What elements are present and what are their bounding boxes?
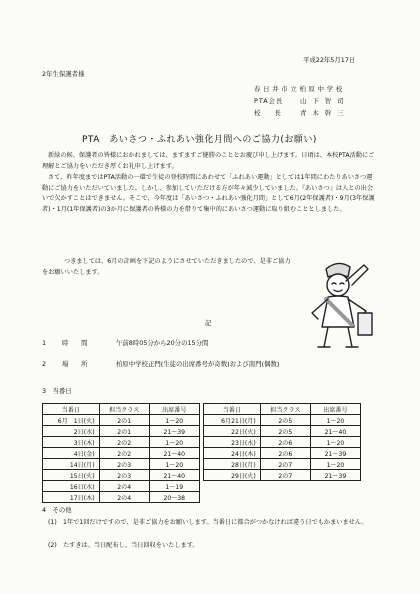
- item-2-label: 場 所: [62, 360, 88, 368]
- item-1-label: 時 間: [62, 339, 88, 347]
- schedule-table: [42, 403, 361, 503]
- duty-class: 2の6: [260, 437, 310, 448]
- duty-numbers: 1～19: [149, 481, 199, 492]
- duty-class: 2の3: [99, 470, 149, 481]
- duty-class: 2の7: [260, 470, 310, 481]
- table-row: [43, 426, 361, 437]
- duty-class: 2の2: [99, 448, 149, 459]
- col-header: 出席番号: [149, 404, 199, 415]
- duty-numbers: 20～38: [149, 492, 199, 503]
- ki-label: 記: [205, 319, 212, 327]
- duty-numbers: 21～40: [149, 470, 199, 481]
- schedule-header-row: [43, 404, 361, 415]
- duty-date: 24日(木): [204, 448, 261, 459]
- duty-class: 2の4: [99, 481, 149, 492]
- duty-numbers: 21～40: [149, 448, 199, 459]
- duty-date: 17日(木): [43, 492, 100, 503]
- duty-numbers: 1～20: [149, 437, 199, 448]
- duty-date: 23日(水): [204, 437, 261, 448]
- duty-numbers: 1～20: [149, 459, 199, 470]
- duty-date: 15日(火): [43, 470, 100, 481]
- duty-class: 2の3: [99, 459, 149, 470]
- duty-numbers: 1～20: [310, 415, 360, 426]
- duty-numbers: 1～20: [149, 415, 199, 426]
- table-row: [43, 437, 361, 448]
- item-2-num: 2: [42, 360, 47, 368]
- person-waving-greeting-icon: [288, 255, 388, 355]
- sender-pta-role: PTA会長: [254, 97, 284, 105]
- sender-principal-name: 青木幹三: [300, 109, 350, 117]
- table-row: [43, 448, 361, 459]
- duty-date: 3日(木): [43, 437, 100, 448]
- schedule-heading: 3 当番日: [42, 387, 72, 395]
- other-heading: 4 その他: [42, 506, 72, 514]
- duty-date: 16日(水): [43, 481, 100, 492]
- duty-date: 28日(月): [204, 459, 261, 470]
- duty-numbers: 1～20: [310, 437, 360, 448]
- duty-class: 2の5: [260, 426, 310, 437]
- col-header: 当番日: [43, 404, 100, 415]
- duty-date: 22日(火): [204, 426, 261, 437]
- duty-class: 2の1: [99, 426, 149, 437]
- duty-date: 6月21日(月): [204, 415, 261, 426]
- duty-class: 2の7: [260, 459, 310, 470]
- duty-date: 6月 1日(火): [43, 415, 100, 426]
- item-1-value: 午前8時05分から20分の15分間: [116, 339, 209, 347]
- other-note-2: (2) たすきは、当日配布し、当日回収をいたします。: [48, 542, 199, 549]
- sender-school: 春日井市立柏原中学校: [254, 85, 345, 93]
- recipient: 2年生保護者様: [42, 70, 85, 78]
- col-header: 担当クラス: [99, 404, 149, 415]
- duty-class: 2の6: [260, 448, 310, 459]
- duty-numbers: 21～39: [149, 426, 199, 437]
- body-paragraph-1: 新緑の候、保護者の皆様におかれましては、ますますご健勝のこととお慶び申し上げます。日頃は、本校PTA活動にご理解とご協力をいただき厚くお礼申し上げます。: [42, 152, 375, 170]
- duty-class: 2の1: [99, 415, 149, 426]
- table-row: [43, 459, 361, 470]
- duty-class: 2の5: [260, 415, 310, 426]
- duty-numbers: 21～39: [310, 470, 360, 481]
- sender-pta-name: 山下智司: [300, 97, 350, 105]
- item-1-num: 1: [42, 339, 47, 347]
- duty-numbers: 21～40: [310, 426, 360, 437]
- duty-date: 4日(金): [43, 448, 100, 459]
- duty-class: 2の4: [99, 492, 149, 503]
- col-header: 担当クラス: [260, 404, 310, 415]
- table-row: [43, 415, 361, 426]
- duty-date: 14日(月): [43, 459, 100, 470]
- col-header: 当番日: [204, 404, 261, 415]
- item-2-value: 柏原中学校正門(生徒の出席番号が奇数)および南門(偶数): [116, 360, 280, 368]
- table-row: [43, 481, 361, 492]
- document-title: PTA あいさつ・ふれあい強化月間へのご協力(お願い): [82, 135, 317, 145]
- table-row: [43, 470, 361, 481]
- sender-principal-role: 校長: [254, 109, 295, 117]
- col-header: 出席番号: [310, 404, 360, 415]
- duty-numbers: 21～39: [310, 448, 360, 459]
- issue-date: 平成22年5月17日: [303, 56, 356, 64]
- duty-date: 2日(水): [43, 426, 100, 437]
- duty-numbers: 1～20: [310, 459, 360, 470]
- duty-class: 2の2: [99, 437, 149, 448]
- body-paragraph-3: つきましては、6月の計画を下記のようにさせていただきましたので、是非ご協力をお願いいたします。: [42, 258, 291, 276]
- body-paragraph-2: さて、昨年度まではPTA活動の一環で生徒の登校時間にあわせて「ふれあい運動」としては1年間にわたりあいさつ運動にご協力をいただいていました。しかし、参加していただける方が年々減少していました。『あいさつ』は人との出会いで欠かすことはできません。そこで、今年度は「あいさつ・ふれあい強化月間」として6月(2年保護者)・9月(3年保護者)・1月(1年保護者)の3か月に保護者の皆様の力を借りて集中的にあいさつ運動に取り組むこととしました。: [42, 174, 375, 213]
- table-row: [43, 492, 361, 503]
- duty-date: 29日(火): [204, 470, 261, 481]
- other-note-1: (1) 1年で1回だけですので、是非ご協力をお願いします。当番日に都合がつかなければ違う日でもかまいません。: [48, 519, 368, 526]
